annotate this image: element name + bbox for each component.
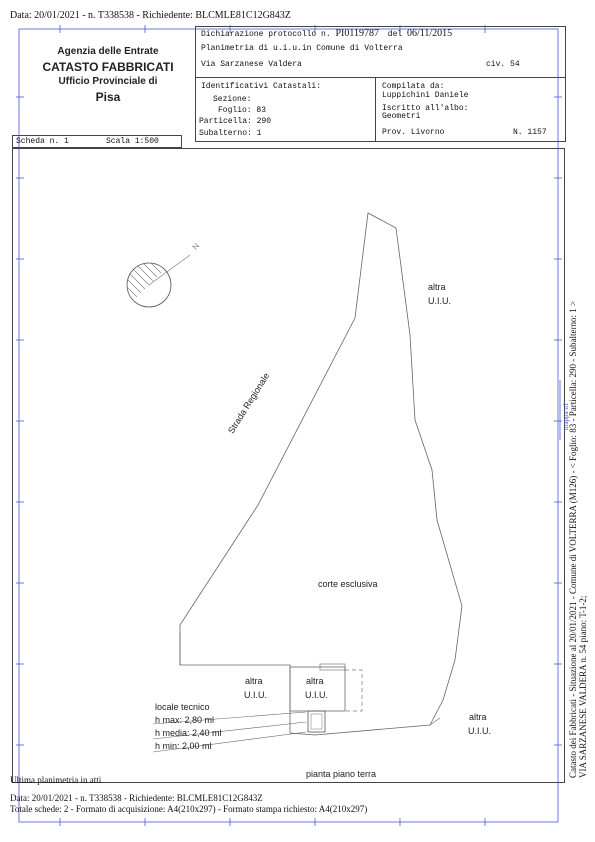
foglio-value: 83: [256, 106, 267, 115]
side-address-text: VIA SARZANESE VALDERA n. 54 piano: T-1-2;: [578, 595, 588, 778]
subalterno-label: Subalterno:: [199, 129, 252, 138]
unit-middle: [290, 667, 345, 711]
address-line: Via Sarzanese Valdera: [201, 60, 302, 69]
compiler-title: Compilata da:: [382, 82, 445, 91]
civic-value: 54: [510, 60, 520, 69]
register-number-value: 1157: [527, 128, 547, 137]
uiu-top-label-2: U.I.U.: [428, 296, 452, 306]
north-arrow-icon: [120, 252, 190, 320]
uiu-top-label-1: altra: [428, 282, 446, 292]
register-number-label: N.: [513, 128, 523, 137]
protocol-value: PI0119787: [335, 28, 379, 39]
uiu-left-label-1: altra: [245, 676, 263, 686]
last-plan-note: Ultima planimetria in atti: [10, 775, 102, 785]
height-min: h min: 2,00 ml: [155, 741, 212, 751]
foglio-label: Foglio:: [218, 106, 252, 115]
north-label: N: [190, 241, 202, 252]
map-stamp: mappa n1: [562, 402, 570, 430]
service-name: CATASTO FABBRICATI: [42, 60, 174, 74]
office-name: Ufficio Provinciale di: [58, 76, 158, 87]
road-label: Strada Regionale: [226, 371, 272, 436]
office-city: Pisa: [95, 90, 121, 104]
tech-room-label: locale tecnico: [155, 702, 210, 712]
register-value: Geometri: [382, 112, 421, 121]
sezione-label: Sezione:: [213, 95, 252, 104]
height-average: h media: 2,40 ml: [155, 728, 222, 738]
request-header-line: Data: 20/01/2021 - n. T338538 - Richiedente: BLCMLE81C12G843Z: [10, 10, 291, 21]
footer-format-line: Totale schede: 2 - Formato di acquisizione: A4(210x297) - Formato stampa richiesto: A4(210x297): [10, 804, 368, 814]
civic-label: civ.: [486, 60, 506, 69]
scale-value: 1:500: [134, 137, 159, 146]
footer-request-line: Data: 20/01/2021 - n. T338538 - Richiedente: BLCMLE81C12G843Z: [10, 793, 263, 803]
register-label: Iscritto all'albo:: [382, 104, 469, 113]
sheet-label: Scheda n.: [16, 137, 60, 146]
uiu-left-label-2: U.I.U.: [244, 690, 268, 700]
height-max: h max: 2,80 ml: [155, 715, 215, 725]
particella-label: Particella:: [199, 117, 252, 126]
scale-label: Scala: [106, 137, 131, 146]
protocol-date-label: del: [387, 30, 403, 39]
site-boundary: [180, 213, 462, 735]
side-situation-text: Catasto dei Fabbricati - Situazione al 20/01/2021 - Comune di VOLTERRA (M126) - < Foglio: 83 - Particella: 290 - Subalterno: 1 >: [568, 300, 578, 778]
compiler-name: Luppichini Daniele: [382, 91, 469, 100]
uiu-mid-label-2: U.I.U.: [305, 690, 329, 700]
province-value: Livorno: [410, 128, 445, 137]
courtyard-label: corte esclusiva: [318, 579, 378, 589]
uiu-right-label-2: U.I.U.: [468, 726, 492, 736]
floor-label: pianta piano terra: [306, 769, 377, 779]
subalterno-value: 1: [256, 129, 262, 138]
particella-value: 290: [256, 117, 272, 126]
agency-name: Agenzia delle Entrate: [57, 46, 159, 57]
uiu-right-label-1: altra: [469, 712, 487, 722]
identifiers-title: Identificativi Catastali:: [201, 82, 322, 91]
protocol-date-value: 06/11/2015: [407, 28, 453, 39]
protocol-label: Dichiarazione protocollo n.: [201, 30, 331, 39]
uiu-mid-label-1: altra: [306, 676, 324, 686]
sheet-value: 1: [64, 137, 69, 146]
province-label: Prov.: [382, 128, 407, 137]
plan-line: Planimetria di u.i.u.in Comune di Volterra: [201, 44, 403, 53]
